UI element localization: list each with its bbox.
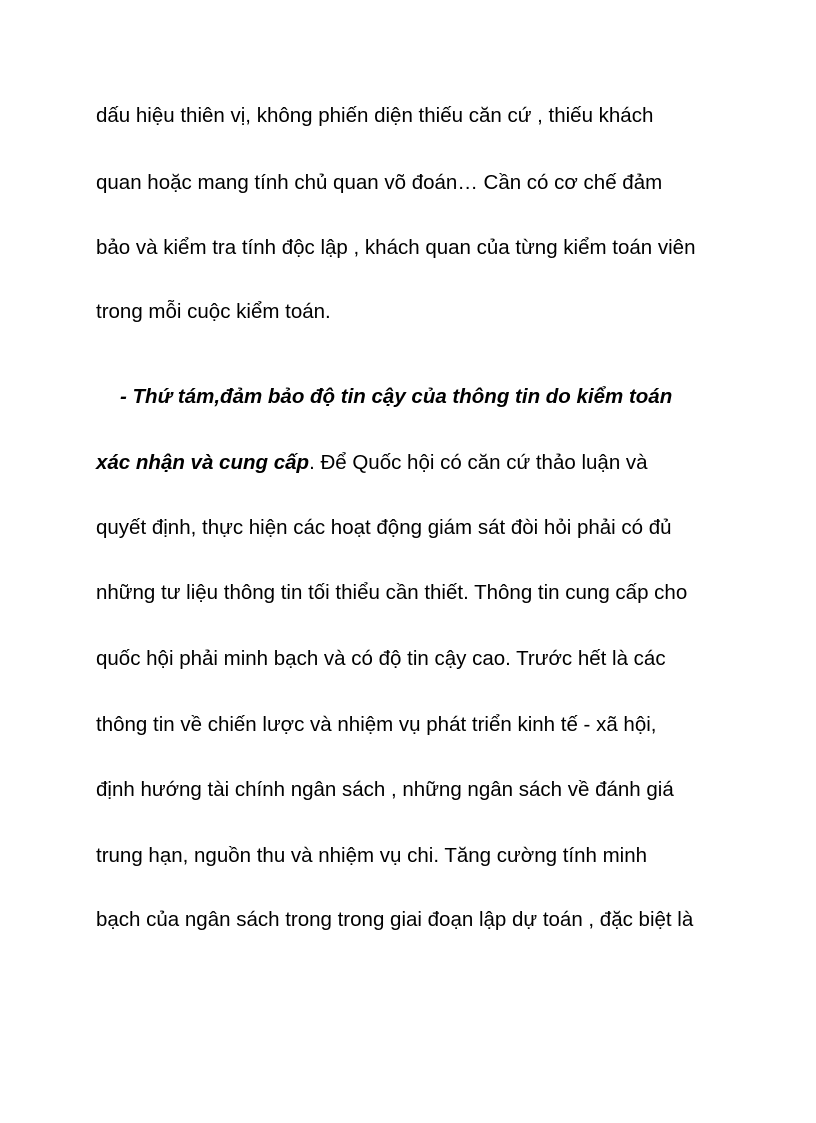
section-heading: - Thứ tám,đảm bảo độ tin cậy của thông tin do kiểm toán [120, 385, 673, 408]
paragraph-line: bạch của ngân sách trong trong giai đoạn lập dự toán , đặc biệt là [96, 908, 694, 931]
paragraph-line [96, 451, 648, 475]
paragraph-line: dấu hiệu thiên vị, không phiến diện thiếu căn cứ , thiếu khách [96, 104, 654, 127]
paragraph-line: quan hoặc mang tính chủ quan võ đoán… Cần có cơ chế đảm [96, 171, 663, 194]
paragraph-line: định hướng tài chính ngân sách , những ngân sách về đánh giá [96, 778, 674, 801]
paragraph-line: quyết định, thực hiện các hoạt động giám sát đòi hỏi phải có đủ [96, 516, 672, 539]
paragraph-line: bảo và kiểm tra tính độc lập , khách quan của từng kiểm toán viên [96, 236, 696, 259]
paragraph-line: quốc hội phải minh bạch và có độ tin cậy cao. Trước hết là các [96, 647, 666, 670]
paragraph-line: trong mỗi cuộc kiểm toán. [96, 300, 331, 323]
paragraph-line: thông tin về chiến lược và nhiệm vụ phát triển kinh tế - xã hội, [96, 713, 657, 736]
paragraph-text: . Để Quốc hội có căn cứ thảo luận và [309, 451, 648, 474]
paragraph-line: những tư liệu thông tin tối thiểu cần thiết. Thông tin cung cấp cho [96, 581, 688, 604]
section-heading-continuation: xác nhận và cung cấp [96, 451, 310, 474]
paragraph-line: trung hạn, nguồn thu và nhiệm vụ chi. Tăng cường tính minh [96, 844, 648, 867]
